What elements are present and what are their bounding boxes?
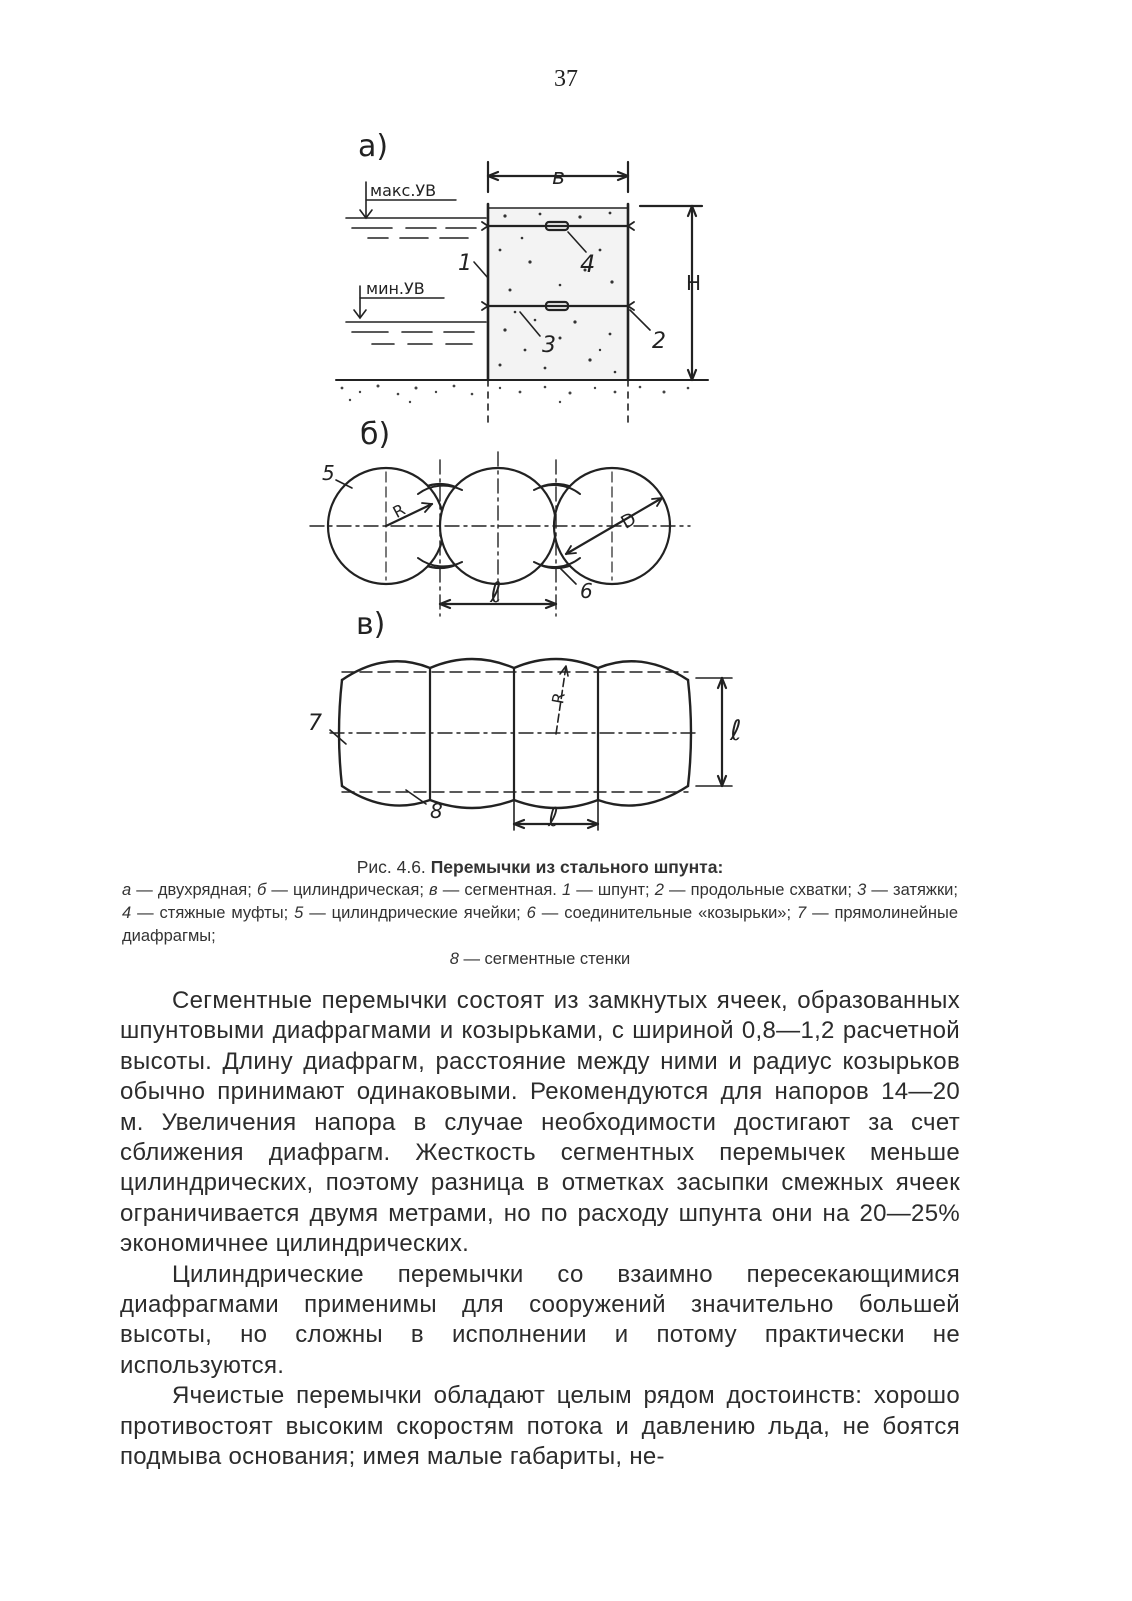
caption-last-line — [122, 948, 958, 971]
label-part-c: в) — [356, 607, 386, 642]
legend-key: 5 — [294, 904, 304, 922]
label-3: 3 — [542, 333, 556, 358]
figure-caption — [122, 856, 958, 971]
page-number: 37 — [554, 66, 578, 92]
legend-text: — сегментная. — [437, 881, 562, 899]
legend-key: б — [256, 881, 267, 899]
caption-legend — [122, 881, 958, 945]
label-spacing-l-c-horizontal: ℓ — [548, 803, 559, 833]
legend-text: — затяжки; — [866, 881, 958, 899]
label-7: 7 — [308, 711, 322, 736]
legend-text: — сегментные стенки — [458, 950, 631, 968]
legend-key: а — [122, 881, 132, 899]
legend-text: — соединительные «козырьки»; — [535, 904, 797, 922]
label-spacing-l-b: ℓ — [490, 576, 502, 609]
diagram-a — [336, 129, 708, 428]
label-width-b: в — [552, 165, 565, 190]
label-diameter-d: D — [617, 508, 641, 534]
diagram-b — [310, 417, 690, 616]
paragraph: Ячеистые перемычки обладают целым рядом достоинств: хорошо противостоят высоким скоростям потока и давлению льда, не боятся подмыва основания; имея малые габариты, не- — [120, 1382, 960, 1471]
caption-title — [122, 856, 958, 879]
paragraph: Сегментные перемычки состоят из замкнутых ячеек, образованных шпунтовыми диафрагмами и козырьками, с шириной 0,8—1,2 расчетной высоты. Длину диафрагм, расстояние между ними и радиус козырьков обычно принимают одинаковыми. Рекомендуются для напоров 14—20 м. Увеличения напора в случае необходимости достигают за счет сближения диафрагм. Жесткость сегментных перемычек меньше цилиндрических, поэтому разница в отметках засыпки смежных ячеек ограничивается двумя метрами, но по расходу шпунта они на 20—25% экономичнее цилиндрических. — [120, 987, 960, 1258]
legend-key: 6 — [526, 904, 536, 922]
legend-key: в — [429, 881, 438, 899]
body-text — [120, 986, 960, 1473]
legend-key: 2 — [654, 881, 664, 899]
label-8: 8 — [430, 799, 443, 823]
label-1: 1 — [458, 251, 472, 276]
legend-key: 8 — [449, 950, 459, 968]
label-4: 4 — [580, 250, 596, 278]
legend-key: 3 — [857, 881, 867, 899]
legend-text: — цилиндрическая; — [266, 881, 430, 899]
paragraph: Цилиндрические перемычки со взаимно пересекающимися диафрагмами применимы для сооружений значительно большей высоты, но сложны в исполнении и потому практически не используются. — [120, 1260, 960, 1379]
caption-title-prefix: Рис. 4.6. — [356, 857, 426, 877]
diagram-c — [308, 607, 742, 833]
legend-text: — шпунт; — [571, 881, 655, 899]
label-part-b: б) — [360, 417, 391, 452]
legend-text: — стяжные муфты; — [131, 904, 295, 922]
legend-key: 1 — [561, 881, 572, 899]
legend-text: — цилиндрические ячейки; — [303, 904, 527, 922]
label-6: 6 — [580, 579, 593, 603]
legend-text: — продольные схватки; — [663, 881, 858, 899]
label-spacing-l-c-vertical: ℓ — [730, 714, 742, 747]
legend-text: — прямолинейные диафрагмы; — [122, 904, 959, 945]
legend-key: 7 — [796, 904, 807, 922]
legend-key: 4 — [122, 904, 132, 922]
label-height-h: Н — [686, 271, 702, 295]
label-max-water: макс.УВ — [370, 181, 437, 200]
caption-title-bold: Перемычки из стального шпунта: — [430, 857, 724, 877]
label-part-a: а) — [358, 129, 389, 164]
legend-text: — двухрядная; — [131, 881, 257, 899]
label-radius-r-c: R — [548, 691, 569, 706]
label-5: 5 — [322, 461, 335, 485]
label-min-water: мин.УВ — [366, 279, 425, 298]
label-2: 2 — [652, 329, 666, 354]
label-radius-r: R — [389, 499, 409, 522]
